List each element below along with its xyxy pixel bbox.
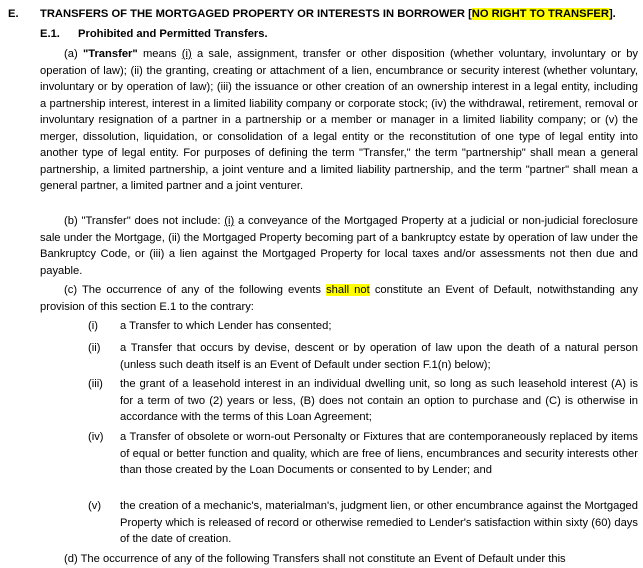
list-item-text: a Transfer that occurs by devise, descent or by operation of law upon the death of a natural person (unless such death itself is an Event of Default under section F.1(n) below); xyxy=(120,342,638,371)
list-item-text: a Transfer of obsolete or worn-out Personalty or Fixtures that are contemporaneously replaced by items of equal or better function and quality, which are free of liens, encumbrances and security interests other than those created by the Loan Documents or consented to by Lender; and xyxy=(120,431,638,476)
section-e-bracket-open: [ xyxy=(468,8,472,20)
paragraph-d xyxy=(40,551,638,568)
paragraph-a-label: (a) xyxy=(64,48,78,60)
paragraph-d-text: The occurrence of any of the following Transfers shall not constitute an Event of Default under this xyxy=(80,553,566,565)
paragraph-b-i-marker: (i) xyxy=(224,215,235,227)
paragraph-b-start: "Transfer" does not include: xyxy=(81,215,225,227)
paragraph-c-highlight: shall not xyxy=(326,284,370,296)
section-e1-title: Prohibited and Permitted Transfers. xyxy=(78,28,268,40)
paragraph-b xyxy=(40,213,638,279)
section-e-bracket-note: NO RIGHT TO TRANSFER xyxy=(471,8,609,20)
section-e-title: TRANSFERS OF THE MORTGAGED PROPERTY OR INTERESTS IN BORROWER xyxy=(40,8,465,20)
paragraph-a-i-marker: (i) xyxy=(181,48,192,60)
list-item-text: the grant of a leasehold interest in an individual dwelling unit, so long as such leasehold interest (A) is for a term of two (2) years or less, (B) does not contain an option to purchase and (C) is otherwise in accordance with the terms of this Loan Agreement; xyxy=(120,378,638,423)
paragraph-a-text: a sale, assignment, transfer or other disposition (whether voluntary, involuntary or by operation of law); (ii) the granting, creating or attachment of a lien, encumbrance or security interest (whether voluntary, involuntary or by operation of law); (iii) the issuance or other creation of an ownership interest in a legal entity, including a partnership interest, interest in a limited liability company or corporate stock; (iv) the withdrawal, retirement, removal or involuntary resignation of a partner in a partnership or a member or manager in a limited liability company; or (v) the merger, dissolution, liquidation, or consolidation of a legal entity or the reconstitution of one type of legal entity into another type of legal entity. For purposes of defining the term "Transfer," the term "partnership" shall mean a general partnership, a limited partnership, a joint venture and a limited liability partnership, and the term "partner" shall mean a general partner, a limited partner and a joint venturer. xyxy=(40,48,639,192)
paragraph-d-label: (d) xyxy=(64,553,78,565)
list-item-text: the creation of a mechanic's, materialman's, judgment lien, or other encumbrance against the Mortgaged Property which is released of record or otherwise remedied to Lender's satisfaction within sixty (60) days of the date of creation. xyxy=(120,500,638,545)
paragraph-a-means: means xyxy=(137,48,182,60)
paragraph-b-text: a conveyance of the Mortgaged Property at a judicial or non-judicial foreclosure sale under the Mortgage, (ii) the Mortgaged Property becoming part of a bankruptcy estate by operation of law under the Bankruptcy Code, or (iii) a lien against the Mortgaged Property for local taxes and/or assessments not then due and payable. xyxy=(40,215,638,277)
section-e-heading xyxy=(8,6,638,23)
paragraph-c-before: The occurrence of any of the following events xyxy=(81,284,327,296)
list-item-number: (iii) xyxy=(88,378,103,390)
list-item xyxy=(88,340,638,373)
paragraph-a xyxy=(40,46,638,195)
paragraph-c-after: constitute an Event of Default, notwithstanding any provision of this section E.1 to the contrary: xyxy=(40,284,639,313)
paragraph-a-term: "Transfer" xyxy=(82,48,138,60)
section-e1-heading xyxy=(40,26,268,43)
list-item-number: (v) xyxy=(88,500,102,512)
paragraph-b-label: (b) xyxy=(64,215,78,227)
paragraph-c-label: (c) xyxy=(64,284,78,296)
section-e-number: E. xyxy=(8,8,19,20)
list-item xyxy=(88,318,638,335)
section-e1-number: E.1. xyxy=(40,28,60,40)
list-item-text: a Transfer to which Lender has consented; xyxy=(120,320,332,332)
list-item xyxy=(88,429,638,479)
paragraph-c xyxy=(40,282,638,315)
list-item-number: (iv) xyxy=(88,431,104,443)
section-e-bracket-close: ]. xyxy=(608,8,616,20)
list-item-number: (ii) xyxy=(88,342,101,354)
list-item xyxy=(88,498,638,548)
list-item-number: (i) xyxy=(88,320,98,332)
list-item xyxy=(88,376,638,426)
